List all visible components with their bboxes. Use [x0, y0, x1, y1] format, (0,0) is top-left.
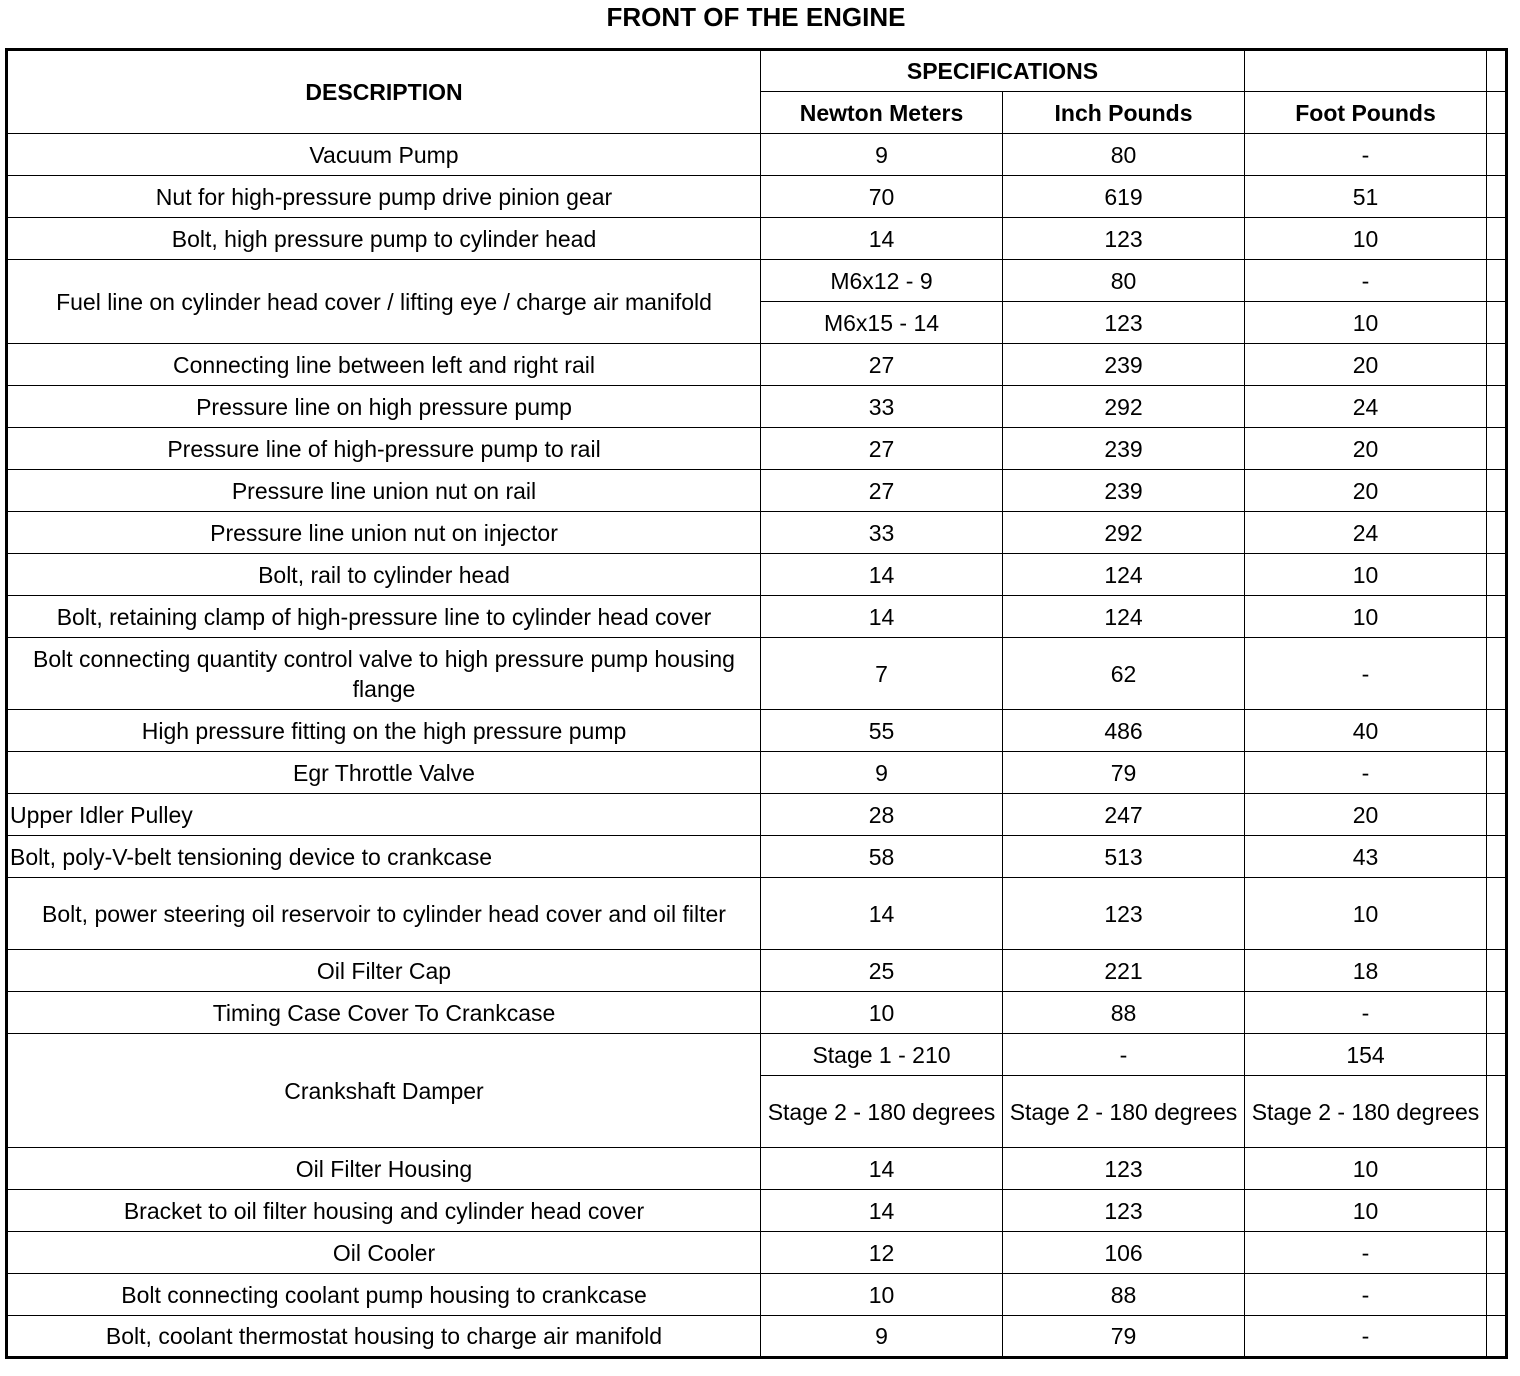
extra-cell [1487, 596, 1507, 638]
inch-pounds-cell: 292 [1003, 386, 1245, 428]
extra-cell [1487, 470, 1507, 512]
foot-pounds-cell: - [1245, 752, 1487, 794]
description-cell: Bolt, rail to cylinder head [7, 554, 761, 596]
newton-meters-cell: 14 [761, 596, 1003, 638]
description-cell: Bracket to oil filter housing and cylinder head cover [7, 1190, 761, 1232]
newton-meters-cell: 33 [761, 512, 1003, 554]
table-row [7, 260, 1507, 302]
foot-pounds-cell: 10 [1245, 596, 1487, 638]
inch-pounds-cell: 239 [1003, 428, 1245, 470]
description-cell: Bolt, poly-V-belt tensioning device to crankcase [7, 836, 761, 878]
newton-meters-cell: 25 [761, 950, 1003, 992]
table-row [7, 638, 1507, 710]
description-cell: Pressure line union nut on rail [7, 470, 761, 512]
table-row [7, 710, 1507, 752]
inch-pounds-cell: 79 [1003, 1316, 1245, 1358]
extra-cell [1487, 878, 1507, 950]
description-cell: Bolt, power steering oil reservoir to cylinder head cover and oil filter [7, 878, 761, 950]
table-row [7, 1232, 1507, 1274]
table-row [7, 470, 1507, 512]
newton-meters-cell: 12 [761, 1232, 1003, 1274]
foot-pounds-cell: 24 [1245, 386, 1487, 428]
foot-pounds-cell: - [1245, 1274, 1487, 1316]
newton-meters-cell: 27 [761, 344, 1003, 386]
extra-cell [1487, 302, 1507, 344]
foot-pounds-cell: - [1245, 260, 1487, 302]
inch-pounds-cell: 221 [1003, 950, 1245, 992]
inch-pounds-cell: 80 [1003, 260, 1245, 302]
extra-cell [1487, 950, 1507, 992]
foot-pounds-cell: 10 [1245, 1148, 1487, 1190]
description-cell: Fuel line on cylinder head cover / lifting eye / charge air manifold [7, 260, 761, 344]
inch-pounds-cell: 619 [1003, 176, 1245, 218]
newton-meters-cell: M6x15 - 14 [761, 302, 1003, 344]
foot-pounds-cell: - [1245, 1232, 1487, 1274]
inch-pounds-cell: 80 [1003, 134, 1245, 176]
page-title: FRONT OF THE ENGINE [606, 2, 906, 32]
extra-cell [1487, 710, 1507, 752]
table-row [7, 344, 1507, 386]
foot-pounds-cell: 10 [1245, 218, 1487, 260]
torque-spec-table [5, 48, 1508, 1359]
extra-cell [1487, 1316, 1507, 1358]
description-cell: Bolt, retaining clamp of high-pressure line to cylinder head cover [7, 596, 761, 638]
inch-pounds-cell: Stage 2 - 180 degrees [1003, 1076, 1245, 1148]
extra-cell [1487, 260, 1507, 302]
extra-cell [1487, 1076, 1507, 1148]
description-cell: Bolt, high pressure pump to cylinder head [7, 218, 761, 260]
foot-pounds-cell: 20 [1245, 470, 1487, 512]
inch-pounds-cell: 123 [1003, 302, 1245, 344]
inch-pounds-cell: 239 [1003, 344, 1245, 386]
foot-pounds-cell: 40 [1245, 710, 1487, 752]
foot-pounds-cell: 10 [1245, 1190, 1487, 1232]
inch-pounds-cell: 486 [1003, 710, 1245, 752]
inch-pounds-cell: 247 [1003, 794, 1245, 836]
table-row [7, 554, 1507, 596]
newton-meters-cell: 58 [761, 836, 1003, 878]
table-body [7, 134, 1507, 1358]
newton-meters-cell: 7 [761, 638, 1003, 710]
foot-pounds-cell: 10 [1245, 878, 1487, 950]
foot-pounds-cell: Stage 2 - 180 degrees [1245, 1076, 1487, 1148]
table-row [7, 992, 1507, 1034]
table-row [7, 386, 1507, 428]
extra-cell [1487, 134, 1507, 176]
inch-pounds-cell: 123 [1003, 1190, 1245, 1232]
inch-pounds-cell: 123 [1003, 1148, 1245, 1190]
extra-cell [1487, 554, 1507, 596]
inch-pounds-cell: 106 [1003, 1232, 1245, 1274]
extra-cell [1487, 752, 1507, 794]
foot-pounds-cell: 10 [1245, 554, 1487, 596]
newton-meters-cell: 14 [761, 878, 1003, 950]
newton-meters-cell: Stage 2 - 180 degrees [761, 1076, 1003, 1148]
newton-meters-cell: 14 [761, 1190, 1003, 1232]
newton-meters-cell: 14 [761, 554, 1003, 596]
header-description: DESCRIPTION [7, 50, 761, 134]
table-row [7, 512, 1507, 554]
foot-pounds-cell: 18 [1245, 950, 1487, 992]
foot-pounds-cell: 43 [1245, 836, 1487, 878]
newton-meters-cell: 33 [761, 386, 1003, 428]
inch-pounds-cell: 124 [1003, 554, 1245, 596]
description-cell: High pressure fitting on the high pressure pump [7, 710, 761, 752]
description-cell: Pressure line on high pressure pump [7, 386, 761, 428]
header-blank-cell [1245, 50, 1487, 92]
description-cell: Oil Filter Housing [7, 1148, 761, 1190]
extra-cell [1487, 1190, 1507, 1232]
description-cell: Nut for high-pressure pump drive pinion gear [7, 176, 761, 218]
extra-cell [1487, 386, 1507, 428]
foot-pounds-cell: 20 [1245, 344, 1487, 386]
description-cell: Oil Cooler [7, 1232, 761, 1274]
extra-cell [1487, 794, 1507, 836]
newton-meters-cell: M6x12 - 9 [761, 260, 1003, 302]
inch-pounds-cell: 124 [1003, 596, 1245, 638]
newton-meters-cell: 14 [761, 1148, 1003, 1190]
subheader-extra-cell [1487, 92, 1507, 134]
table-row [7, 752, 1507, 794]
inch-pounds-cell: - [1003, 1034, 1245, 1076]
extra-cell [1487, 992, 1507, 1034]
description-cell: Connecting line between left and right rail [7, 344, 761, 386]
extra-cell [1487, 638, 1507, 710]
extra-cell [1487, 1148, 1507, 1190]
description-cell: Pressure line of high-pressure pump to rail [7, 428, 761, 470]
table-row [7, 596, 1507, 638]
newton-meters-cell: 14 [761, 218, 1003, 260]
foot-pounds-cell: - [1245, 134, 1487, 176]
inch-pounds-cell: 513 [1003, 836, 1245, 878]
foot-pounds-cell: 51 [1245, 176, 1487, 218]
extra-cell [1487, 1274, 1507, 1316]
inch-pounds-cell: 88 [1003, 992, 1245, 1034]
description-cell: Bolt, coolant thermostat housing to charge air manifold [7, 1316, 761, 1358]
description-cell: Vacuum Pump [7, 134, 761, 176]
inch-pounds-cell: 123 [1003, 218, 1245, 260]
foot-pounds-cell: 154 [1245, 1034, 1487, 1076]
table-row [7, 836, 1507, 878]
inch-pounds-cell: 79 [1003, 752, 1245, 794]
description-cell: Bolt connecting quantity control valve to high pressure pump housing flange [7, 638, 761, 710]
extra-cell [1487, 1034, 1507, 1076]
table-row [7, 176, 1507, 218]
description-cell: Oil Filter Cap [7, 950, 761, 992]
newton-meters-cell: Stage 1 - 210 [761, 1034, 1003, 1076]
inch-pounds-cell: 123 [1003, 878, 1245, 950]
table-row [7, 950, 1507, 992]
description-cell: Bolt connecting coolant pump housing to crankcase [7, 1274, 761, 1316]
newton-meters-cell: 10 [761, 1274, 1003, 1316]
extra-cell [1487, 344, 1507, 386]
newton-meters-cell: 27 [761, 470, 1003, 512]
foot-pounds-cell: - [1245, 638, 1487, 710]
newton-meters-cell: 27 [761, 428, 1003, 470]
table-row [7, 218, 1507, 260]
newton-meters-cell: 9 [761, 752, 1003, 794]
header-foot-pounds: Foot Pounds [1245, 92, 1487, 134]
foot-pounds-cell: - [1245, 1316, 1487, 1358]
header-extra-cell [1487, 50, 1507, 92]
foot-pounds-cell: 20 [1245, 794, 1487, 836]
header-newton-meters: Newton Meters [761, 92, 1003, 134]
header-inch-pounds: Inch Pounds [1003, 92, 1245, 134]
newton-meters-cell: 9 [761, 134, 1003, 176]
table-row [7, 794, 1507, 836]
table-row [7, 1190, 1507, 1232]
extra-cell [1487, 218, 1507, 260]
extra-cell [1487, 176, 1507, 218]
inch-pounds-cell: 88 [1003, 1274, 1245, 1316]
inch-pounds-cell: 62 [1003, 638, 1245, 710]
extra-cell [1487, 512, 1507, 554]
foot-pounds-cell: 24 [1245, 512, 1487, 554]
extra-cell [1487, 428, 1507, 470]
extra-cell [1487, 836, 1507, 878]
foot-pounds-cell: - [1245, 992, 1487, 1034]
description-cell: Crankshaft Damper [7, 1034, 761, 1148]
table-row [7, 1148, 1507, 1190]
table-row [7, 428, 1507, 470]
description-cell: Egr Throttle Valve [7, 752, 761, 794]
newton-meters-cell: 55 [761, 710, 1003, 752]
foot-pounds-cell: 20 [1245, 428, 1487, 470]
description-cell: Upper Idler Pulley [7, 794, 761, 836]
extra-cell [1487, 1232, 1507, 1274]
newton-meters-cell: 28 [761, 794, 1003, 836]
header-row [7, 50, 1507, 92]
table-row [7, 134, 1507, 176]
newton-meters-cell: 9 [761, 1316, 1003, 1358]
inch-pounds-cell: 239 [1003, 470, 1245, 512]
table-row [7, 1274, 1507, 1316]
header-specifications: SPECIFICATIONS [761, 50, 1245, 92]
table-row [7, 1316, 1507, 1358]
table-row [7, 1034, 1507, 1076]
inch-pounds-cell: 292 [1003, 512, 1245, 554]
table-row [7, 878, 1507, 950]
description-cell: Pressure line union nut on injector [7, 512, 761, 554]
foot-pounds-cell: 10 [1245, 302, 1487, 344]
description-cell: Timing Case Cover To Crankcase [7, 992, 761, 1034]
newton-meters-cell: 70 [761, 176, 1003, 218]
newton-meters-cell: 10 [761, 992, 1003, 1034]
